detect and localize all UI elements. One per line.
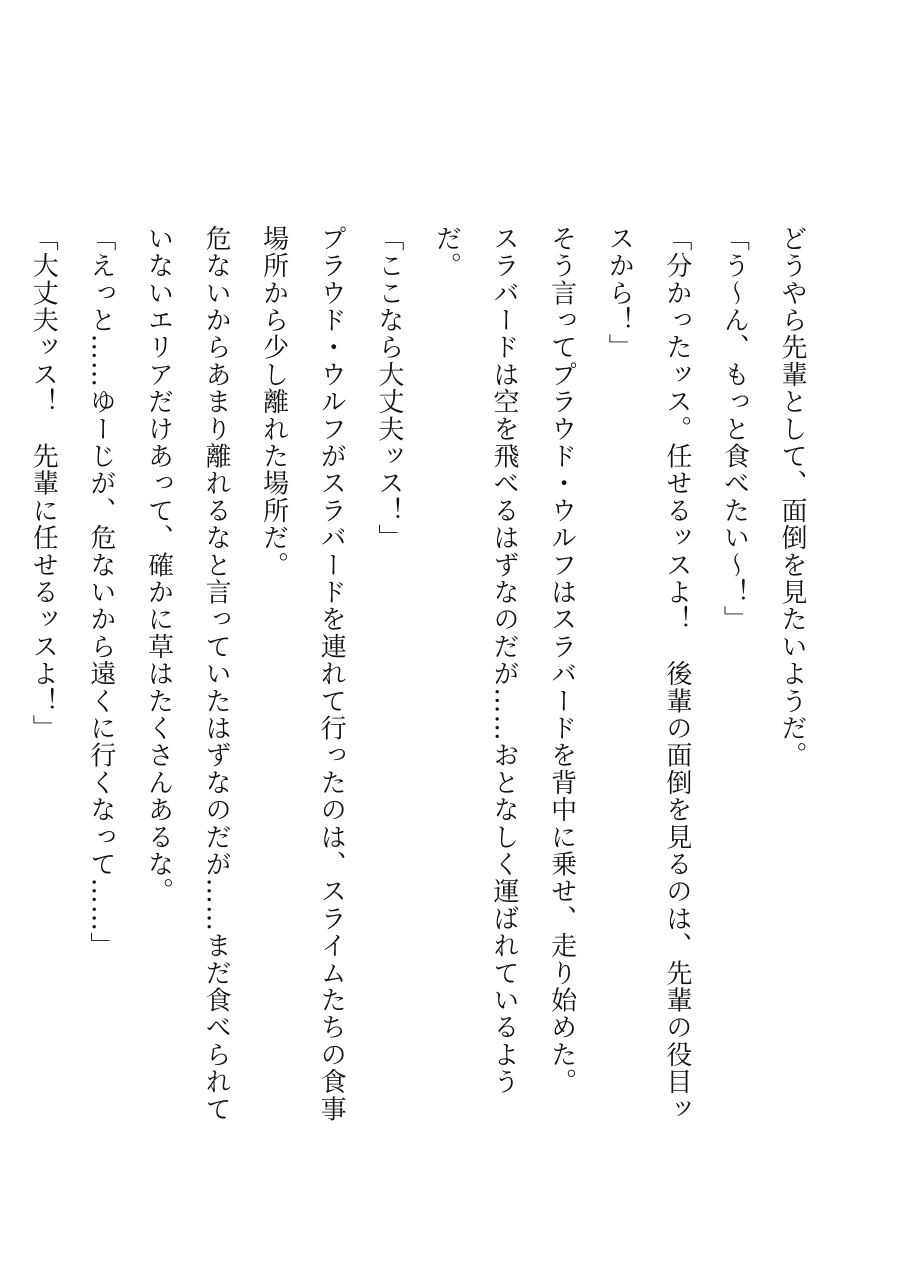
vertical-text-body bbox=[28, 225, 820, 1125]
narration-paragraph: どうやら先輩として、面倒を見たいようだ。 bbox=[777, 225, 807, 769]
narration-paragraph: 危ないからあまり離れるなと言っていたはずなのだが……まだ食べられていないエリアだけあって、確かに草はたくさんあるな。 bbox=[143, 225, 232, 1123]
dialogue-line: 「ここなら大丈夫ッス！」 bbox=[373, 225, 404, 552]
dialogue-line: 「分かったッス。任せるッスよ！ 後輩の面倒を見るのは、先輩の役目ッスから！」 bbox=[604, 225, 692, 1123]
dialogue-line: 「大丈夫ッス！ 先輩に任せるッスよ！」 bbox=[28, 225, 59, 742]
narration-paragraph: プラウド・ウルフがスラバードを連れて行ったのは、スライムたちの食事場所から少し離れた場所だ。 bbox=[258, 225, 347, 1123]
dialogue-line: 「う〜ん、もっと食べたい〜！」 bbox=[719, 225, 750, 633]
narration-paragraph: そう言ってプラウド・ウルフはスラバードを背中に乗せ、走り始めた。 bbox=[546, 225, 577, 1096]
dialogue-line: 「えっと……ゆーじが、危ないから遠くに行くなって……」 bbox=[85, 225, 116, 960]
narration-paragraph: スラバードは空を飛べるはずなのだが……おとなしく運ばれているようだ。 bbox=[431, 225, 520, 1096]
